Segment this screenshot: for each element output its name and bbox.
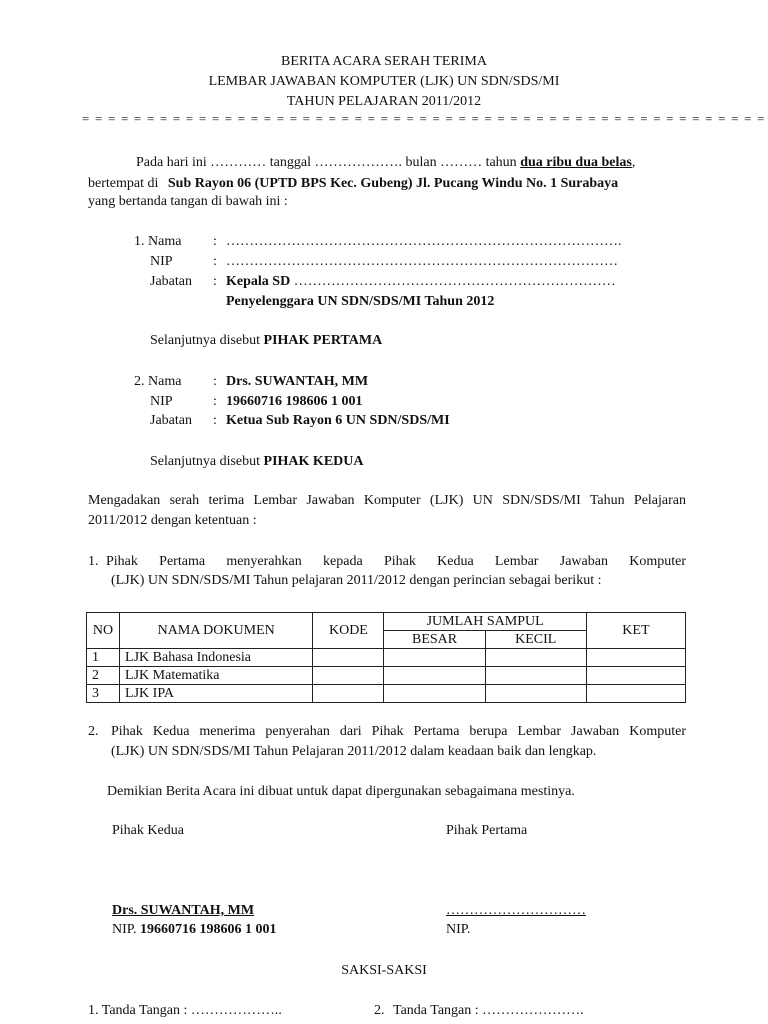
- table-row: [87, 667, 686, 685]
- item2-line2: (LJK) UN SDN/SDS/MI Tahun Pelajaran 2011/2012 dalam keadaan baik dan lengkap.: [111, 744, 597, 759]
- th-ket: KET: [586, 613, 685, 649]
- party2-nip-value: 19660716 198606 1 001: [226, 394, 363, 409]
- intro-line2: [88, 176, 686, 192]
- cell-no: 1: [87, 649, 120, 667]
- cell-kecil: [485, 685, 586, 703]
- cell-besar: [384, 649, 485, 667]
- cell-nama: LJK Matematika: [120, 667, 313, 685]
- cell-kode: [313, 667, 384, 685]
- cell-nama: LJK Bahasa Indonesia: [120, 649, 313, 667]
- party2-called-name: PIHAK KEDUA: [263, 454, 364, 469]
- item1-line1: Pihak Pertama menyerahkan kepada Pihak Kedua Lembar Jawaban Komputer: [106, 554, 686, 569]
- doc-title-line3: TAHUN PELAJARAN 2011/2012: [286, 94, 482, 109]
- witness1: 1. Tanda Tangan : ………………..: [88, 1003, 282, 1018]
- party1-colon3: :: [213, 274, 217, 289]
- witness2-number: 2.: [374, 1003, 385, 1018]
- intro-place: Sub Rayon 06 (UPTD BPS Kec. Gubeng) Jl. Pucang Windu No. 1 Surabaya: [167, 176, 619, 191]
- party1-called-name: PIHAK PERTAMA: [263, 333, 383, 348]
- party2-nama-label: 2. Nama: [134, 374, 182, 389]
- cell-no: 3: [87, 685, 120, 703]
- party1-called-prefix: Selanjutnya disebut: [150, 333, 261, 348]
- sign-left-nip-prefix: NIP.: [112, 922, 137, 937]
- item2-line1: Pihak Kedua menerima penyerahan dari Pihak Pertama berupa Lembar Jawaban Komputer: [111, 724, 686, 739]
- cell-kode: [313, 649, 384, 667]
- party2-jabatan-value: Ketua Sub Rayon 6 UN SDN/SDS/MI: [226, 413, 450, 428]
- sign-left-name: Drs. SUWANTAH, MM: [112, 903, 255, 918]
- party1-colon1: :: [213, 234, 217, 249]
- item1-number: 1.: [88, 554, 99, 569]
- party2-colon2: :: [213, 394, 217, 409]
- party2-colon3: :: [213, 413, 217, 428]
- doc-title-line2: LEMBAR JAWABAN KOMPUTER (LJK) UN SDN/SDS/MI: [208, 74, 560, 89]
- party1-nama-value: ………………………………………………………………………….: [226, 234, 622, 249]
- party1-nama-label: 1. Nama: [134, 234, 182, 249]
- doc-title-line1: BERITA ACARA SERAH TERIMA: [281, 54, 487, 69]
- party1-called: [150, 333, 382, 349]
- item2-number: 2.: [88, 724, 99, 739]
- cell-ket: [586, 649, 685, 667]
- th-besar: BESAR: [384, 631, 485, 649]
- intro-comma: ,: [631, 155, 636, 170]
- sign-right-nip: NIP.: [446, 922, 471, 937]
- para1-line2: 2011/2012 dengan ketentuan :: [88, 513, 257, 528]
- intro-date-text: Pada hari ini ………… tanggal ………………. bulan ……… tahun: [136, 155, 517, 170]
- party2-colon1: :: [213, 374, 217, 389]
- intro-place-label: bertempat di: [88, 176, 159, 191]
- table-row: [87, 649, 686, 667]
- party1-nip-label: NIP: [150, 254, 173, 269]
- table-row: [87, 685, 686, 703]
- cell-ket: [586, 667, 685, 685]
- th-no: NO: [87, 613, 120, 649]
- cell-no: 2: [87, 667, 120, 685]
- cell-ket: [586, 685, 685, 703]
- th-kode: KODE: [313, 613, 384, 649]
- party2-called-prefix: Selanjutnya disebut: [150, 454, 261, 469]
- th-jumlah: JUMLAH SAMPUL: [384, 613, 586, 631]
- sign-left-nip: [112, 922, 277, 938]
- sign-left-label: Pihak Kedua: [112, 823, 184, 838]
- intro-line1: [136, 155, 635, 171]
- party1-jabatan-label: Jabatan: [150, 274, 192, 289]
- party2-jabatan-label: Jabatan: [150, 413, 192, 428]
- witnesses-title: SAKSI-SAKSI: [341, 963, 427, 978]
- party1-jabatan-dots: ……………………………………………………………: [293, 274, 616, 289]
- th-kecil: KECIL: [485, 631, 586, 649]
- party1-jabatan-line2: Penyelenggara UN SDN/SDS/MI Tahun 2012: [226, 294, 495, 309]
- party1-jabatan-value: [226, 274, 616, 290]
- header-separator: = = = = = = = = = = = = = = = = = = = = = = = = = = = = = = = = = = = = = = = = = = = = = = = = = = = = =: [82, 111, 766, 126]
- closing-statement: Demikian Berita Acara ini dibuat untuk dapat dipergunakan sebagaimana mestinya.: [107, 784, 575, 799]
- sign-right-label: Pihak Pertama: [446, 823, 528, 838]
- item1-line2: (LJK) UN SDN/SDS/MI Tahun pelajaran 2011/2012 dengan perincian sebagai berikut :: [111, 573, 602, 588]
- party2-nama-value: Drs. SUWANTAH, MM: [226, 374, 369, 389]
- documents-table: [86, 612, 686, 703]
- party2-called: [150, 454, 364, 470]
- cell-kecil: [485, 667, 586, 685]
- cell-nama: LJK IPA: [120, 685, 313, 703]
- party2-nip-label: NIP: [150, 394, 173, 409]
- para1-line1: Mengadakan serah terima Lembar Jawaban Komputer (LJK) UN SDN/SDS/MI Tahun Pelajaran: [88, 493, 686, 508]
- intro-year: dua ribu dua belas: [520, 155, 632, 170]
- cell-besar: [384, 685, 485, 703]
- cell-kode: [313, 685, 384, 703]
- sign-right-name: …………………………: [446, 903, 586, 918]
- intro-line3: yang bertanda tangan di bawah ini :: [88, 194, 288, 209]
- party1-jabatan-text: Kepala SD: [226, 274, 291, 289]
- party1-nip-value: …………………………………………………………………………: [226, 254, 618, 269]
- party1-colon2: :: [213, 254, 217, 269]
- witness2: Tanda Tangan : ………………….: [393, 1003, 584, 1018]
- cell-kecil: [485, 649, 586, 667]
- sign-left-nip-value: 19660716 198606 1 001: [140, 922, 277, 937]
- cell-besar: [384, 667, 485, 685]
- th-nama: NAMA DOKUMEN: [120, 613, 313, 649]
